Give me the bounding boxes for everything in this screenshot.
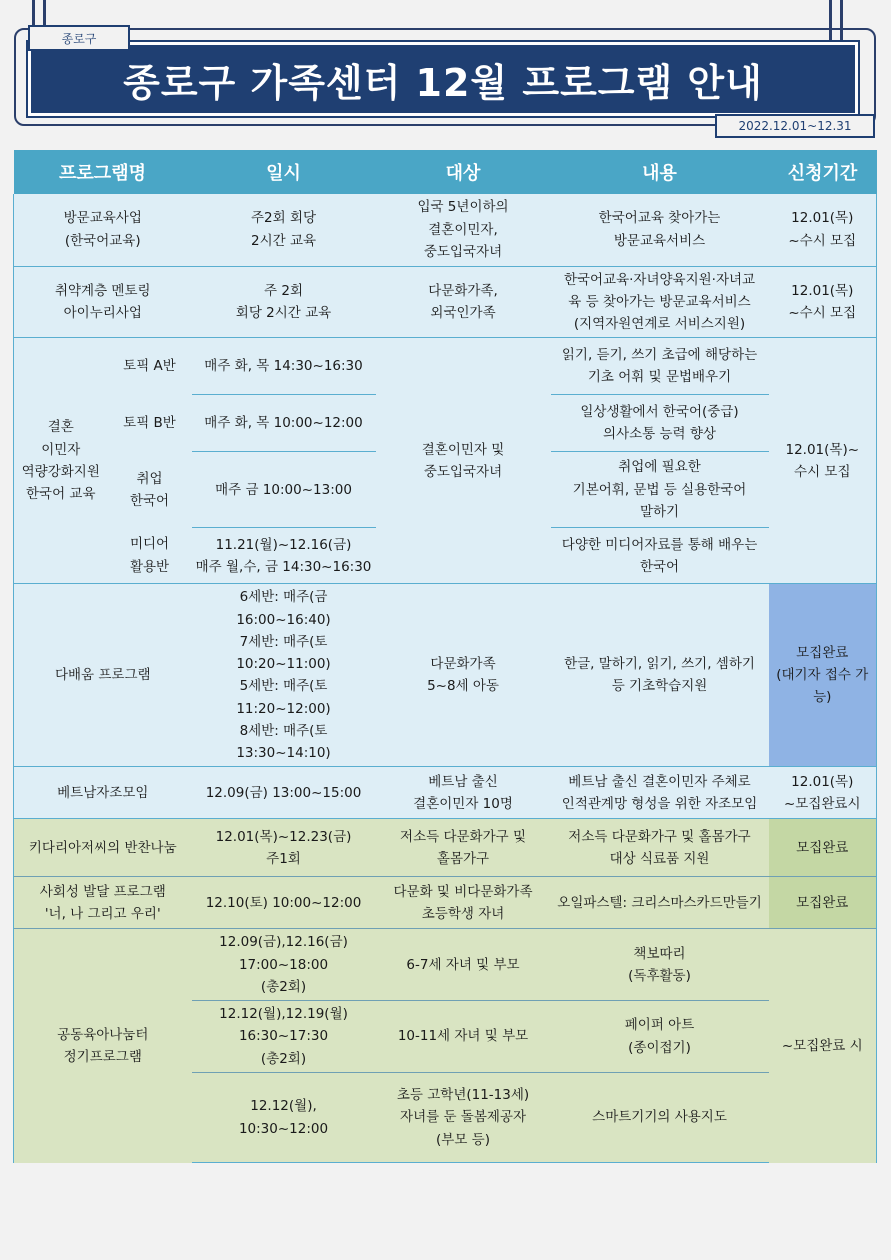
program-name: 취약계층 멘토링 아이누리사업	[14, 266, 192, 338]
program-time: 매주 화, 목 10:00~12:00	[192, 395, 376, 452]
program-name: 키다리아저씨의 반찬나눔	[14, 819, 192, 877]
table-row	[14, 877, 877, 929]
program-time: 12.12(월),12.19(월) 16:30~17:30 (총2회)	[192, 1001, 376, 1073]
program-content: 한국어교육 찾아가는 방문교육서비스	[551, 194, 769, 266]
class-name: 미디어 활용반	[108, 528, 192, 584]
program-content: 읽기, 듣기, 쓰기 초급에 해당하는 기초 어휘 및 문법배우기	[551, 338, 769, 395]
table-row	[14, 338, 877, 395]
program-apply: 모집완료	[769, 877, 877, 929]
program-time: 주2회 회당 2시간 교육	[192, 194, 376, 266]
program-apply: 12.01(목) ~수시 모집	[769, 266, 877, 338]
table-row	[14, 266, 877, 338]
program-content: 스마트기기의 사용지도	[551, 1073, 769, 1163]
program-name: 베트남자조모임	[14, 767, 192, 819]
class-name: 취업 한국어	[108, 452, 192, 528]
page-title: 종로구 가족센터 12월 프로그램 안내	[123, 60, 763, 105]
table-row	[14, 194, 877, 266]
program-content: 오일파스텔: 크리스마스카드만들기	[551, 877, 769, 929]
table-row	[14, 929, 877, 1001]
program-name: 사회성 발달 프로그램 '너, 나 그리고 우리'	[14, 877, 192, 929]
program-apply: 12.01(목)~ 수시 모집	[769, 338, 877, 584]
col-header-time: 일시	[192, 150, 376, 194]
table-row	[14, 767, 877, 819]
table-header-row	[14, 150, 877, 194]
period-tag: 2022.12.01~12.31	[715, 114, 875, 138]
program-target: 입국 5년이하의 결혼이민자, 중도입국자녀	[376, 194, 551, 266]
col-header-name: 프로그램명	[14, 150, 192, 194]
program-time: 매주 화, 목 14:30~16:30	[192, 338, 376, 395]
program-apply: 12.01(목) ~모집완료시	[769, 767, 877, 819]
program-content: 한글, 말하기, 읽기, 쓰기, 셈하기 등 기초학습지원	[551, 584, 769, 767]
program-name: 방문교육사업 (한국어교육)	[14, 194, 192, 266]
class-name: 토픽 A반	[108, 338, 192, 395]
program-content: 한국어교육·자녀양육지원·자녀교 육 등 찾아가는 방문교육서비스 (지역자원연계로 서비스지원)	[551, 266, 769, 338]
program-time: 6세반: 매주(금 16:00~16:40) 7세반: 매주(토 10:20~11:00) 5세반: 매주(토 11:20~12:00) 8세반: 매주(토 13:30~14:10)	[192, 584, 376, 767]
program-time: 12.09(금) 13:00~15:00	[192, 767, 376, 819]
program-target: 저소득 다문화가구 및 홀몸가구	[376, 819, 551, 877]
program-table	[13, 150, 877, 1163]
program-target: 베트남 출신 결혼이민자 10명	[376, 767, 551, 819]
col-header-content: 내용	[551, 150, 769, 194]
program-target: 다문화 및 비다문화가족 초등학생 자녀	[376, 877, 551, 929]
program-time: 주 2회 회당 2시간 교육	[192, 266, 376, 338]
program-time: 12.10(토) 10:00~12:00	[192, 877, 376, 929]
program-apply: 모집완료	[769, 819, 877, 877]
program-apply: 모집완료 (대기자 접수 가능)	[769, 584, 877, 767]
program-apply: 12.01(목) ~수시 모집	[769, 194, 877, 266]
program-apply: ~모집완료 시	[769, 929, 877, 1163]
program-content: 베트남 출신 결혼이민자 주체로 인적관계망 형성을 위한 자조모임	[551, 767, 769, 819]
program-time: 12.12(월), 10:30~12:00	[192, 1073, 376, 1163]
program-target: 다문화가족, 외국인가족	[376, 266, 551, 338]
program-content: 일상생활에서 한국어(중급) 의사소통 능력 향상	[551, 395, 769, 452]
title-banner	[28, 42, 858, 116]
program-time: 12.01(목)~12.23(금) 주1회	[192, 819, 376, 877]
col-header-apply: 신청기간	[769, 150, 877, 194]
table-row	[14, 584, 877, 767]
program-target: 결혼이민자 및 중도입국자녀	[376, 338, 551, 584]
program-name: 다배움 프로그램	[14, 584, 192, 767]
class-name: 토픽 B반	[108, 395, 192, 452]
program-content: 저소득 다문화가구 및 홀몸가구 대상 식료품 지원	[551, 819, 769, 877]
program-time: 매주 금 10:00~13:00	[192, 452, 376, 528]
program-content: 책보따리 (독후활동)	[551, 929, 769, 1001]
program-target: 다문화가족 5~8세 아동	[376, 584, 551, 767]
table-row	[14, 819, 877, 877]
col-header-target: 대상	[376, 150, 551, 194]
program-time: 11.21(월)~12.16(금) 매주 월,수, 금 14:30~16:30	[192, 528, 376, 584]
program-content: 취업에 필요한 기본어휘, 문법 등 실용한국어 말하기	[551, 452, 769, 528]
district-tag: 종로구	[28, 25, 130, 51]
program-target: 6-7세 자녀 및 부모	[376, 929, 551, 1001]
program-name: 결혼 이민자 역량강화지원 한국어 교육	[14, 338, 108, 584]
program-name: 공동육아나눔터 정기프로그램	[14, 929, 192, 1163]
program-target: 초등 고학년(11-13세) 자녀를 둔 돌봄제공자 (부모 등)	[376, 1073, 551, 1163]
program-content: 페이퍼 아트 (종이접기)	[551, 1001, 769, 1073]
program-content: 다양한 미디어자료를 통해 배우는 한국어	[551, 528, 769, 584]
program-time: 12.09(금),12.16(금) 17:00~18:00 (총2회)	[192, 929, 376, 1001]
program-target: 10-11세 자녀 및 부모	[376, 1001, 551, 1073]
